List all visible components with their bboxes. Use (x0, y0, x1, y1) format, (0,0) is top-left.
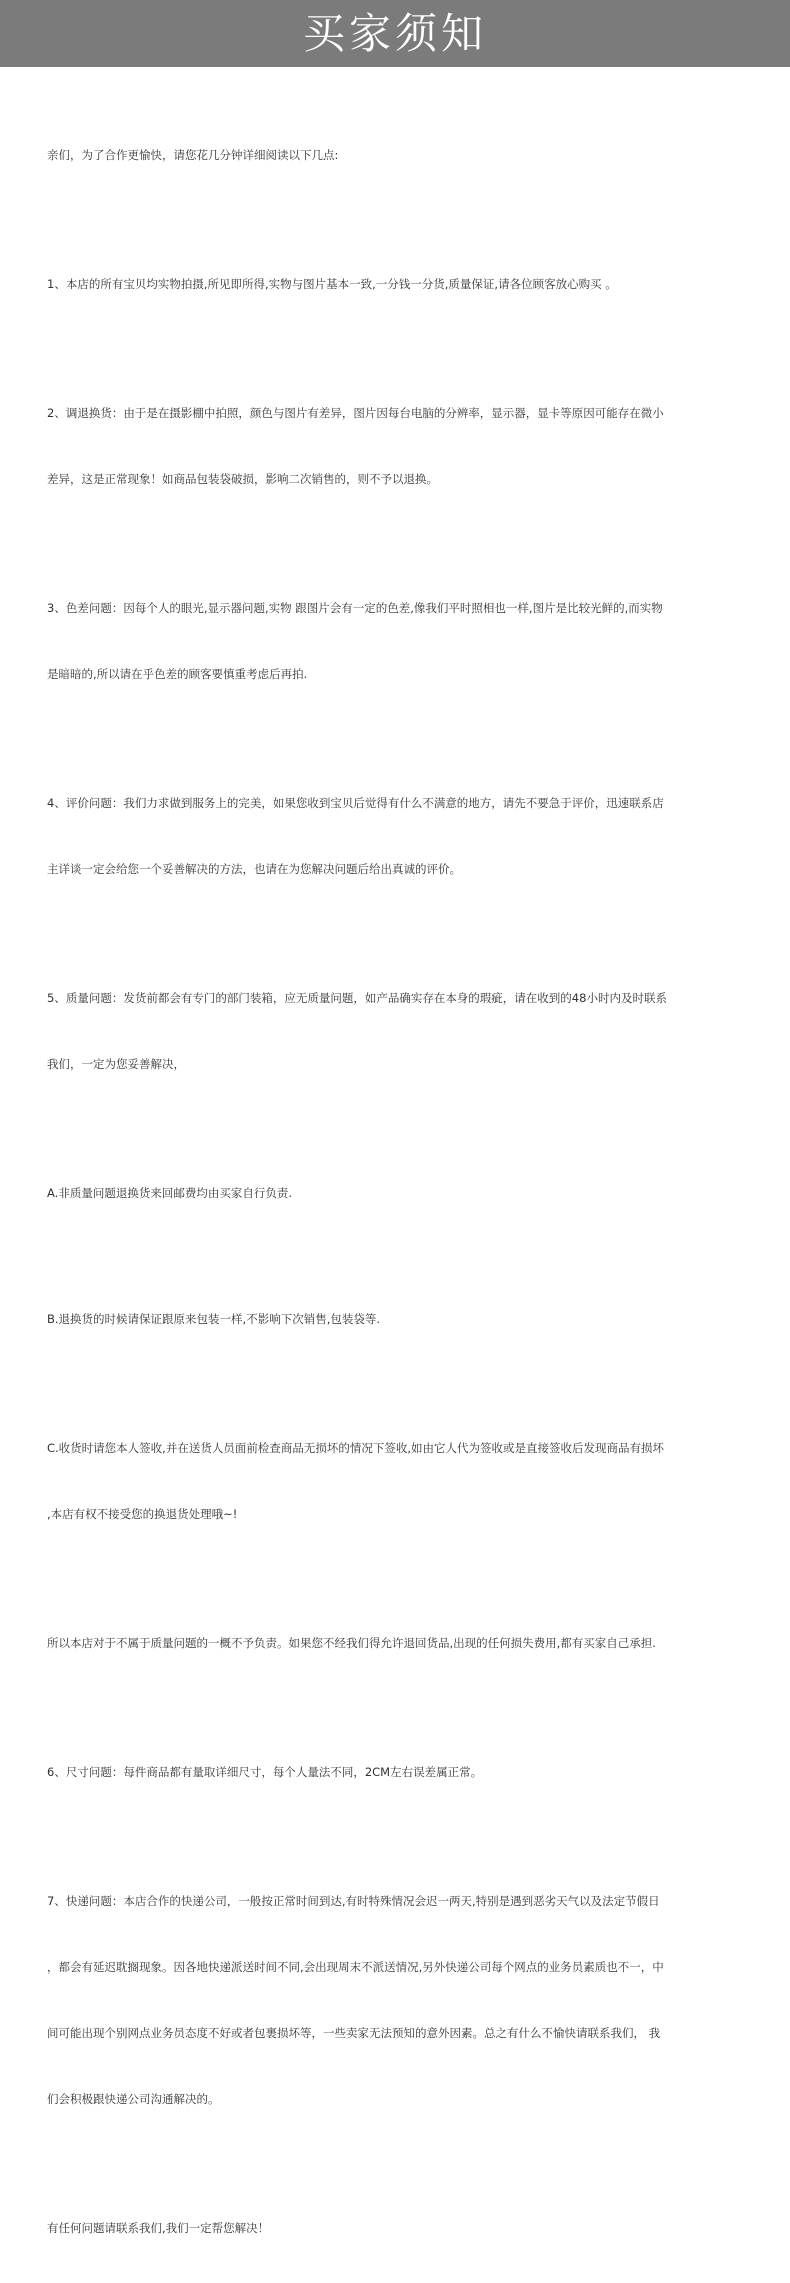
item-5-line-2: 我们，一定为您妥善解决， (47, 1057, 185, 1071)
item-7-line-3: 间可能出现个别网点业务员态度不好或者包裹损坏等，一些卖家无法预知的意外因素。总之有什么不愉快请联系我们， 我 (47, 2026, 661, 2040)
item-7-paragraph (47, 1846, 772, 2154)
item-6-paragraph (47, 1717, 772, 1827)
sub-item-b-text: B.退换货的时候请保证跟原来包装一样,不影响下次销售,包装袋等. (47, 1312, 381, 1326)
closing-paragraph (47, 2173, 772, 2283)
item-1-text: 1、本店的所有宝贝均实物拍摄,所见即所得,实物与图片基本一致,一分钱一分货,质量保证,请各位顾客放心购买 。 (47, 277, 617, 291)
sub-item-a-text: A.非质量问题退换货来回邮费均由买家自行负责. (47, 1186, 292, 1200)
item-3-line-2: 是暗暗的,所以请在乎色差的顾客要慎重考虑后再拍. (47, 667, 308, 681)
sub-item-c-line-1: C.收货时请您本人签收,并在送货人员面前检查商品无损坏的情况下签收,如由它人代为签收或是直接签收后发现商品有损坏 (47, 1441, 664, 1455)
intro-paragraph (47, 100, 772, 210)
item-2-paragraph (47, 358, 772, 534)
item-1-paragraph (47, 229, 772, 339)
item-2-line-2: 差异，这是正常现象！如商品包装袋破损，影响二次销售的，则不予以退换。 (47, 472, 438, 486)
page-title: 买家须知 (302, 8, 487, 58)
item-3-paragraph (47, 553, 772, 729)
disclaimer-paragraph (47, 1588, 772, 1698)
item-4-paragraph (47, 748, 772, 924)
item-6-text: 6、尺寸问题：每件商品都有量取详细尺寸，每个人量法不同，2CM左右误差属正常。 (47, 1765, 483, 1779)
sub-item-c (47, 1393, 772, 1569)
item-2-line-1: 2、调退换货：由于是在摄影棚中拍照，颜色与图片有差异，图片因每台电脑的分辨率，显示器，显卡等原因可能存在微小 (47, 406, 664, 420)
sub-item-c-line-2: ,本店有权不接受您的换退货处理哦~! (47, 1507, 238, 1521)
sub-item-a (47, 1138, 772, 1248)
item-3-line-1: 3、色差问题：因每个人的眼光,显示器问题,实物 跟图片会有一定的色差,像我们平时照相也一样,图片是比较光鲜的,而实物 (47, 601, 663, 615)
item-7-line-2: ，都会有延迟耽搁现象。因各地快递派送时间不同,会出现周末不派送情况,另外快递公司每个网点的业务员素质也不一，中 (47, 1960, 664, 1974)
header-banner (0, 0, 790, 67)
item-7-line-4: 们会积极跟快递公司沟通解决的。 (47, 2092, 220, 2106)
item-4-line-1: 4、评价问题：我们力求做到服务上的完美，如果您收到宝贝后觉得有什么不满意的地方，请先不要急于评价，迅速联系店 (47, 796, 664, 810)
closing-text: 有任何问题请联系我们,我们一定帮您解决！ (47, 2221, 270, 2235)
intro-text: 亲们，为了合作更愉快，请您花几分钟详细阅读以下几点: (47, 148, 339, 162)
item-5-line-1: 5、质量问题：发货前都会有专门的部门装箱，应无质量问题，如产品确实存在本身的瑕疵，请在收到的48小时内及时联系 (47, 991, 667, 1005)
item-7-line-1: 7、快递问题：本店合作的快递公司，一般按正常时间到达,有时特殊情况会迟一两天,特别是遇到恶劣天气以及法定节假日 (47, 1894, 660, 1908)
sub-item-b (47, 1264, 772, 1374)
item-4-line-2: 主详谈一定会给您一个妥善解决的方法，也请在为您解决问题后给出真诚的评价。 (47, 862, 461, 876)
disclaimer-text: 所以本店对于不属于质量问题的一概不予负责。如果您不经我们得允许退回货品,出现的任何损失费用,都有买家自己承担. (47, 1636, 656, 1650)
buyer-notice-body (47, 100, 772, 2283)
item-5-paragraph (47, 943, 772, 1119)
